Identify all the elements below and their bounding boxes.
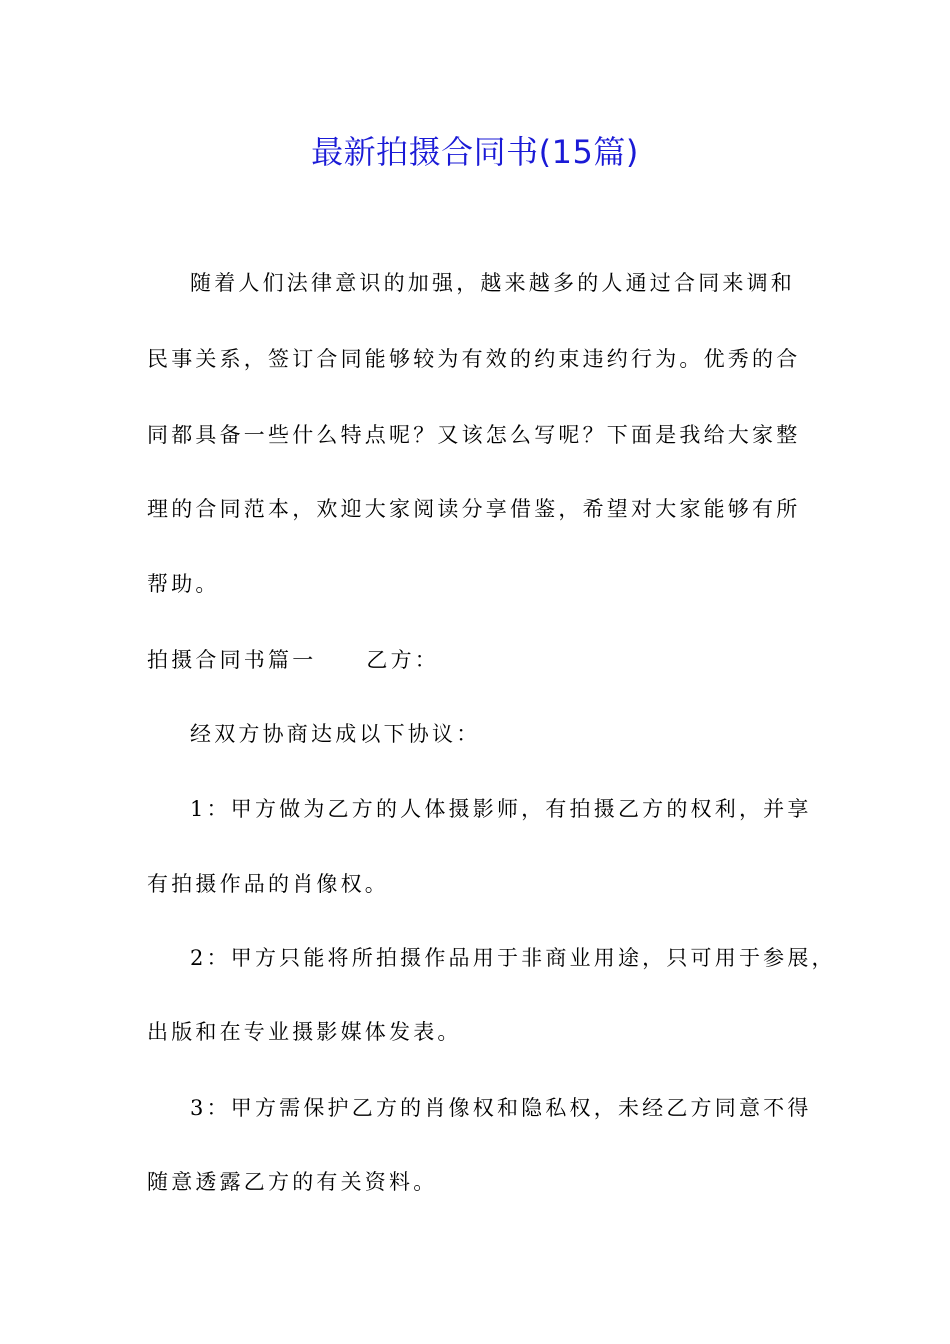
party-b-label: 乙方： [366, 648, 440, 672]
clause-3-line-1: 3：甲方需保护乙方的肖像权和隐私权，未经乙方同意不得 [190, 1096, 812, 1120]
clause-1-line-2: 有拍摄作品的肖像权。 [147, 872, 389, 896]
clause-2-line-2: 出版和在专业摄影媒体发表。 [147, 1020, 462, 1044]
clause-1-line-1: 1：甲方做为乙方的人体摄影师，有拍摄乙方的权利，并享 [190, 797, 812, 821]
intro-line-1: 随着人们法律意识的加强，越来越多的人通过合同来调和 [190, 271, 795, 295]
intro-line-2: 民事关系，签订合同能够较为有效的约束违约行为。优秀的合 [147, 347, 801, 371]
clause-2-line-1: 2：甲方只能将所拍摄作品用于非商业用途，只可用于参展， [190, 946, 836, 970]
section-heading: 拍摄合同书篇一 [147, 648, 317, 672]
intro-line-3: 同都具备一些什么特点呢？又该怎么写呢？下面是我给大家整 [147, 423, 801, 447]
intro-line-5: 帮助。 [147, 572, 220, 596]
clause-3-line-2: 随意透露乙方的有关资料。 [147, 1170, 438, 1194]
agreement-intro: 经双方协商达成以下协议： [190, 722, 481, 746]
section-heading-line [147, 645, 439, 675]
intro-line-4: 理的合同范本，欢迎大家阅读分享借鉴，希望对大家能够有所 [147, 497, 801, 521]
document-title: 最新拍摄合同书(15篇) [311, 133, 639, 171]
